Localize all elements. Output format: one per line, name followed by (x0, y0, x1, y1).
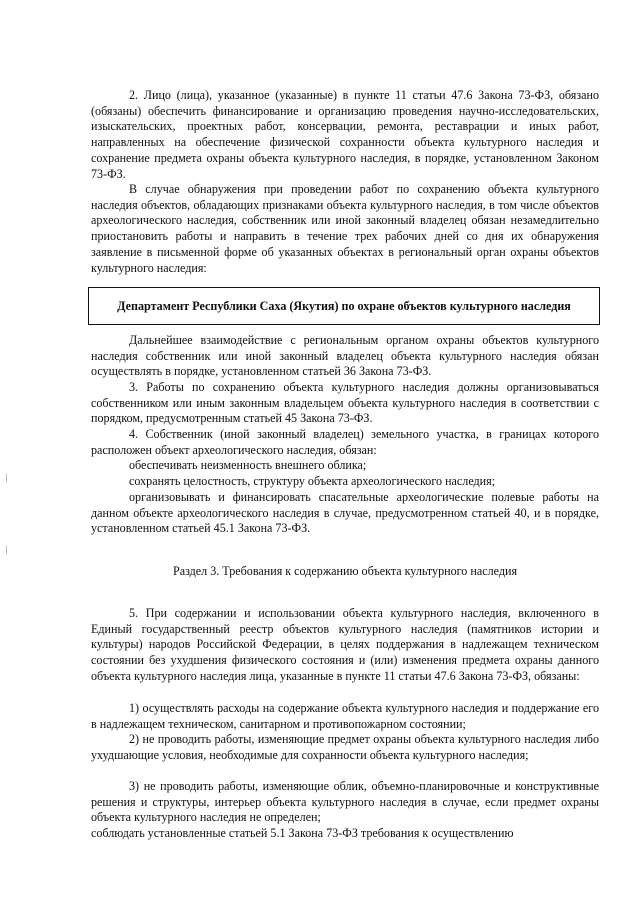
paragraph-3: 3. Работы по сохранению объекта культурного наследия должны организовываться собственником или иным законным владельцем объекта культурного наследия в соответствии с порядком, предусмотренным статьей 45 Закона 73-ФЗ. (91, 380, 599, 426)
list-item-appearance: обеспечивать неизменность внешнего облика; (129, 458, 367, 472)
scan-edge-mark (6, 474, 7, 482)
paragraph-4: 4. Собственник (иной законный владелец) земельного участка, в границах которого расположен объект археологического наследия, обязан: (91, 427, 599, 457)
section-heading: Раздел 3. Требования к содержанию объекта культурного наследия (172, 564, 518, 578)
paragraph-5: 5. При содержании и использовании объекта культурного наследия, включенного в Единый государственный реестр объектов культурного наследия (памятников истории и культуры) народов Российской Федерации, в целях поддержания в надлежащем техническом состоянии без ухудшения физического состояния и (или) изменения предмета охраны данного объекта культурного наследия лица, указанные в пункте 11 статьи 47.6 Закона 73-ФЗ, обязаны: (91, 606, 599, 683)
list-item-3: 3) не проводить работы, изменяющие облик, объемно-планировочные и конструктивные решения и структуры, интерьер объекта культурного наследия в случае, если предмет охраны объекта культурного наследия не определен; (91, 779, 599, 825)
list-item-rescue-works: организовывать и финансировать спасательные археологические полевые работы на данном объекте археологического наследия в случае, предусмотренном статьей 40, и в порядке, установленном статьей 45.1 Закона 73-ФЗ. (91, 490, 599, 536)
paragraph-interaction: Дальнейшее взаимодействие с региональным органом охраны объектов культурного наследия собственник или иной законный владелец объекта культурного наследия обязан осуществлять в порядке, установленном статьей 36 Закона 73-ФЗ. (91, 333, 599, 379)
list-item-2: 2) не проводить работы, изменяющие предмет охраны объекта культурного наследия либо ухудшающие условия, необходимые для сохранности объекта культурного наследия; (91, 732, 599, 762)
paragraph-discovery: В случае обнаружения при проведении работ по сохранению объекта культурного наследия объектов, обладающих признаками объекта культурного наследия, в том числе объектов археологического наследия, собственник или иной законный владелец обязан незамедлительно приостановить работы и направить в течение трех рабочих дней со дня их обнаружения заявление в письменной форме об указанных объектах в региональный орган охраны объектов культурного наследия: (91, 182, 599, 275)
paragraph-2: 2. Лицо (лица), указанное (указанные) в пункте 11 статьи 47.6 Закона 73-ФЗ, обязано (обязаны) обеспечить финансирование и организацию проведения научно-исследовательских, изыскательских, проектных работ, консервации, ремонта, реставрации и иных работ, направленных на обеспечение физической сохранности объекта культурного наследия и сохранение предмета охраны объекта культурного наследия, в порядке, установленном Законом 73-ФЗ. (91, 88, 599, 181)
paragraph-continuation: соблюдать установленные статьей 5.1 Закона 73-ФЗ требования к осуществлению (91, 826, 514, 840)
scan-edge-mark (6, 546, 7, 554)
authority-box (88, 287, 600, 325)
list-item-1: 1) осуществлять расходы на содержание объекта культурного наследия и поддержание его в надлежащем техническом, санитарном и противопожарном состоянии; (91, 701, 599, 731)
authority-name: Департамент Республики Саха (Якутия) по охране объектов культурного наследия (117, 298, 571, 313)
list-item-integrity: сохранять целостность, структуру объекта археологического наследия; (129, 474, 496, 488)
